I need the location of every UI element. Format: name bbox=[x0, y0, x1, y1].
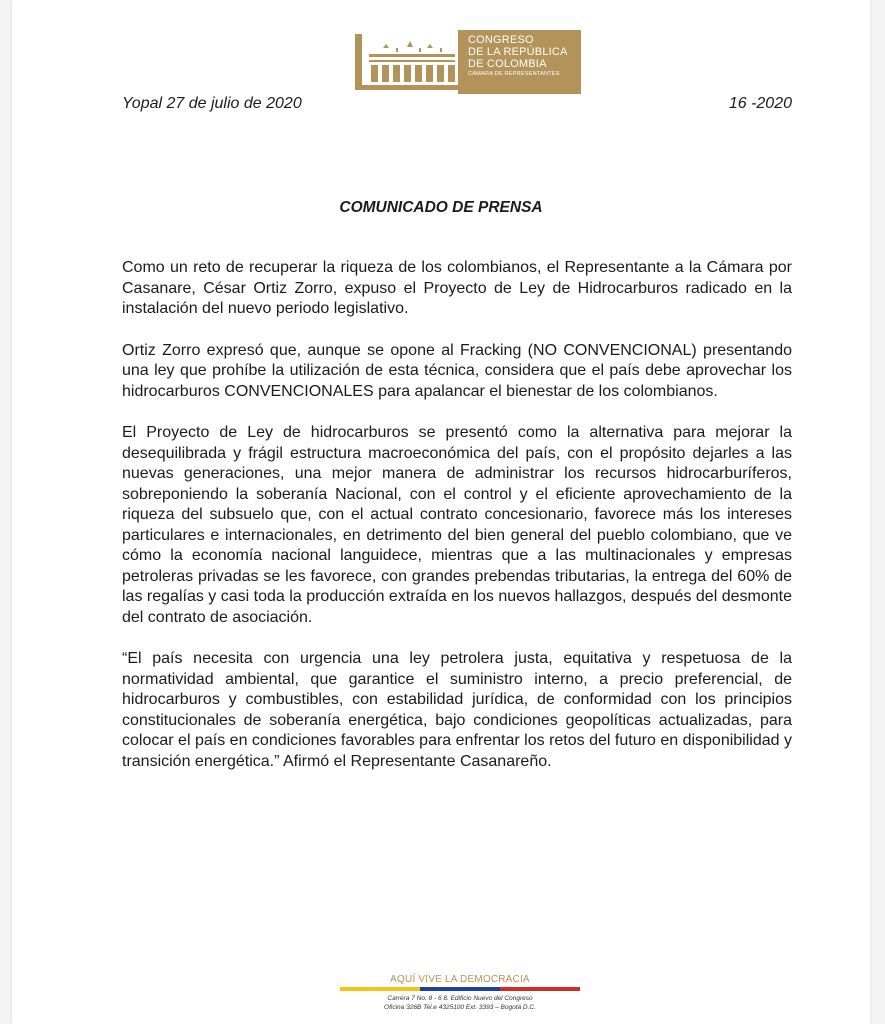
footer-slogan: AQUÍ VIVE LA DEMOCRACIA bbox=[390, 974, 530, 985]
congress-logo bbox=[355, 30, 581, 94]
press-release-number: 16 -2020 bbox=[728, 95, 792, 112]
body-paragraph: Como un reto de recuperar la riqueza de los colombianos, el Representante a la Cámara por Casanare, César Ortiz Zorro, expuso el Proyecto de Ley de Hidrocarburos radicado en la instalación del nuevo periodo legislativo. bbox=[122, 259, 792, 317]
press-release-page bbox=[12, 0, 870, 1024]
congress-name-plate bbox=[458, 30, 581, 94]
logo-line-2: DE LA REPÚBLICA bbox=[468, 46, 568, 58]
flag-color-bar bbox=[340, 987, 580, 991]
footer-address-line-2: Oficina 326B Tel.e 4325100 Ext. 3393 – Bogotá D.C. bbox=[384, 1004, 536, 1011]
capitol-building-icon bbox=[355, 30, 458, 94]
logo-line-1: CONGRESO bbox=[468, 34, 534, 46]
body-paragraph: Ortiz Zorro expresó que, aunque se opone al Fracking (NO CONVENCIONAL) presentando una ley que prohíbe la utilización de esta técnica, considera que el país debe aprovechar los hidrocarburos CONVENCIONALES para apalancar el bienestar de los colombianos. bbox=[122, 341, 792, 400]
footer-address-line-1: Carrera 7 No. 8 - 6 8. Edificio Nuevo del Congreso bbox=[387, 995, 533, 1002]
document-title: COMUNICADO DE PRENSA bbox=[339, 199, 543, 216]
logo-line-4: CÁMARA DE REPRESENTANTES bbox=[468, 71, 560, 77]
footer bbox=[330, 974, 590, 1012]
document-body bbox=[122, 258, 792, 793]
logo-line-3: DE COLOMBIA bbox=[468, 58, 547, 70]
flag-stripe-blue bbox=[420, 987, 500, 991]
flag-stripe-red bbox=[500, 987, 580, 991]
press-release-date: Yopal 27 de julio de 2020 bbox=[122, 95, 302, 112]
body-paragraph: “El país necesita con urgencia una ley petrolera justa, equitativa y respetuosa de la normatividad ambiental, que garantice el suministro interno, a precio preferencial, de hidrocarburos y combustibles, con estabilidad jurídica, de conformidad con los principios constitucionales de soberanía energética, bajo condiciones geopolíticas actualizadas, para colocar el país en condiciones favorables para enfrentar los retos del futuro en disponibilidad y transición energética.” Afirmó el Representante Casanareño. bbox=[122, 650, 792, 770]
flag-stripe-yellow bbox=[340, 987, 420, 991]
body-paragraph: El Proyecto de Ley de hidrocarburos se presentó como la alternativa para mejorar la desequilibrada y frágil estructura macroeconómica del país, con el propósito dejarles a las nuevas generaciones, una mejor manera de administrar los recursos hidrocarburíferos, sobreponiendo la soberanía Nacional, con el control y el eficiente aprovechamiento de la riqueza del subsuelo que, con el actual contrato concesionario, favorece más los intereses particulares e internacionales, en detrimento del bien general del pueblo colombiano, que ve cómo la economía nacional languidece, mientras que a las multinacionales y empresas petroleras privadas se les favorece, con grandes prebendas tributarias, la entrega del 60% de las regalías y casi toda la producción extraída en los nuevos hallazgos, después del desmonte del contrato de asociación. bbox=[122, 424, 792, 626]
